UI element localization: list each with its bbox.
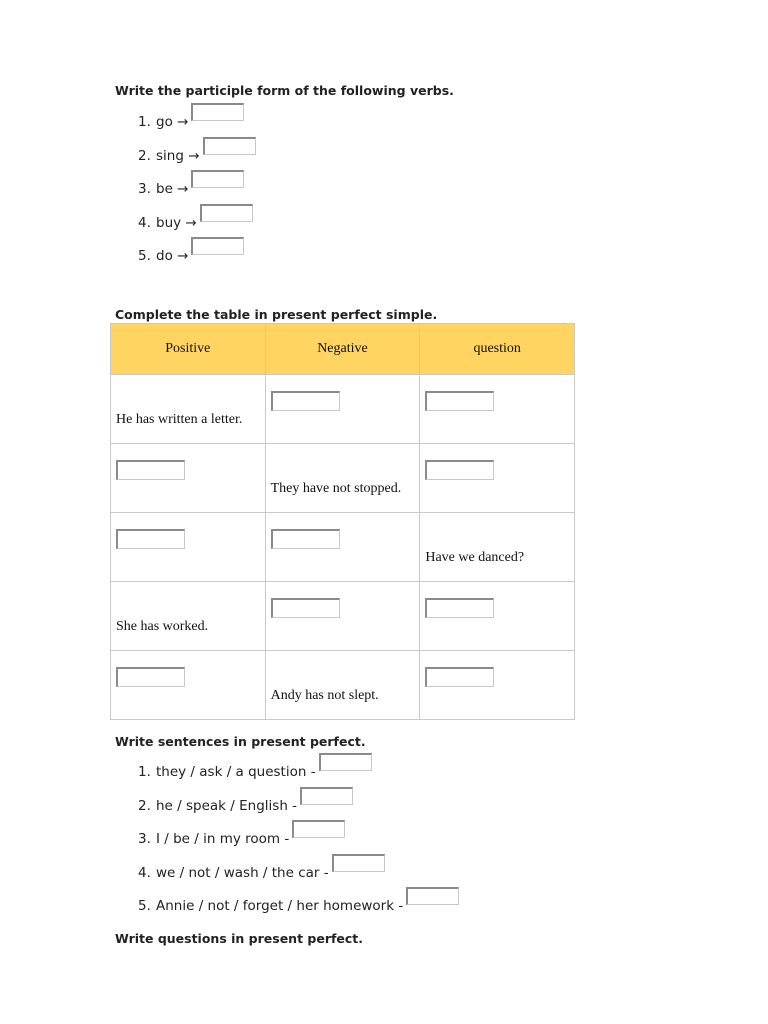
answer-input[interactable]	[191, 237, 244, 255]
table-cell	[265, 444, 420, 513]
answer-input[interactable]	[425, 667, 494, 687]
cell-text: Andy has not slept.	[270, 688, 379, 703]
table-cell	[111, 444, 266, 513]
table-cell	[265, 375, 420, 444]
table-row	[111, 513, 575, 582]
cell-text: They have not stopped.	[270, 481, 402, 496]
answer-input[interactable]	[191, 170, 244, 188]
item-text: go →	[156, 114, 189, 130]
answer-input[interactable]	[191, 103, 244, 121]
answer-input[interactable]	[116, 667, 185, 687]
section2-heading: Complete the table in present perfect simple.	[115, 307, 438, 322]
table-cell	[420, 375, 575, 444]
answer-input[interactable]	[271, 391, 340, 411]
table-cell	[420, 513, 575, 582]
column-header-question: question	[420, 324, 575, 375]
table-cell	[111, 375, 266, 444]
table-cell	[420, 444, 575, 513]
present-perfect-table	[110, 323, 575, 720]
section4-heading: Write questions in present perfect.	[115, 931, 364, 946]
answer-input[interactable]	[425, 391, 494, 411]
item-text: buy →	[156, 214, 197, 231]
table-row	[111, 582, 575, 651]
answer-input[interactable]	[406, 887, 459, 905]
column-header-negative: Negative	[265, 324, 420, 375]
table-row	[111, 444, 575, 513]
item-text: do →	[156, 248, 189, 264]
table-cell	[265, 513, 420, 582]
item-text: Annie / not / forget / her homework -	[156, 898, 404, 914]
item-number: 4.	[138, 864, 151, 881]
cell-text: Have we danced?	[425, 550, 525, 565]
item-number: 4.	[138, 214, 151, 231]
table-cell	[420, 582, 575, 651]
answer-input[interactable]	[116, 529, 185, 549]
cell-text: She has worked.	[116, 619, 209, 634]
answer-input[interactable]	[425, 598, 494, 618]
answer-input[interactable]	[116, 460, 185, 480]
answer-input[interactable]	[271, 598, 340, 618]
cell-text: He has written a letter.	[116, 412, 243, 427]
answer-input[interactable]	[292, 820, 345, 838]
table-cell	[265, 651, 420, 720]
table-cell	[265, 582, 420, 651]
item-text: I / be / in my room -	[156, 831, 290, 847]
item-text: they / ask / a question -	[156, 764, 316, 780]
item-number: 5.	[138, 248, 151, 264]
item-number: 2.	[138, 797, 151, 814]
item-number: 3.	[138, 181, 151, 197]
table-cell	[111, 513, 266, 582]
answer-input[interactable]	[425, 460, 494, 480]
answer-input[interactable]	[319, 753, 372, 771]
item-number: 2.	[138, 147, 151, 164]
answer-input[interactable]	[203, 137, 256, 155]
column-header-positive: Positive	[111, 324, 266, 375]
item-number: 1.	[138, 764, 151, 780]
item-text: we / not / wash / the car -	[156, 864, 329, 881]
item-text: he / speak / English -	[156, 797, 298, 814]
answer-input[interactable]	[271, 529, 340, 549]
table-cell	[111, 651, 266, 720]
table-cell	[420, 651, 575, 720]
item-text: sing →	[156, 147, 200, 164]
table-header-row	[111, 324, 575, 375]
section3-heading: Write sentences in present perfect.	[115, 734, 366, 749]
section1-heading: Write the participle form of the following verbs.	[115, 83, 454, 98]
item-number: 1.	[138, 114, 151, 130]
item-number: 5.	[138, 898, 151, 914]
table-cell	[111, 582, 266, 651]
table-row	[111, 375, 575, 444]
item-number: 3.	[138, 831, 151, 847]
item-text: be →	[156, 181, 189, 197]
table-row	[111, 651, 575, 720]
table-body	[111, 375, 575, 720]
answer-input[interactable]	[200, 204, 253, 222]
answer-input[interactable]	[300, 787, 353, 805]
answer-input[interactable]	[332, 854, 385, 872]
